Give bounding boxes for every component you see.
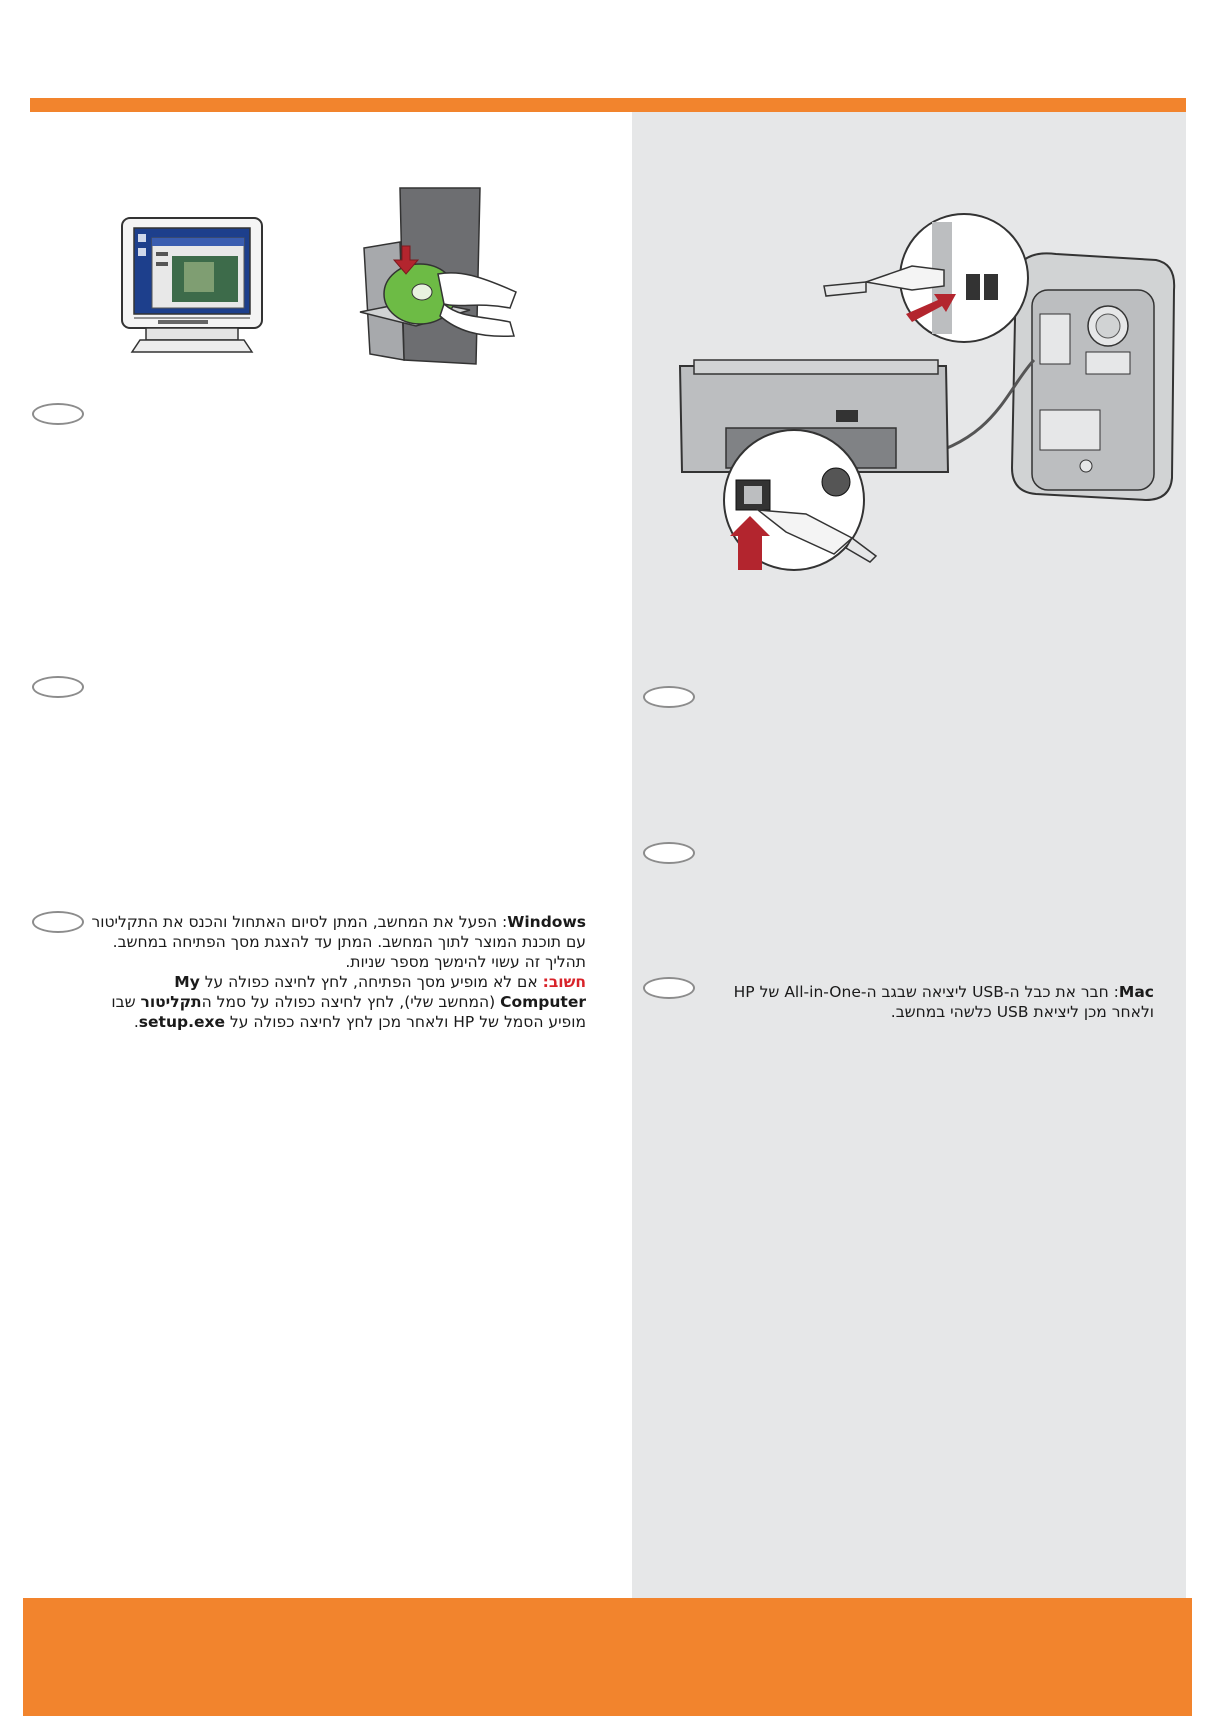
important-label: חשוב: xyxy=(542,973,586,991)
windows-instructions xyxy=(90,912,586,1032)
cd-insertion-illustration xyxy=(360,184,520,368)
usb-connection-illustration xyxy=(676,210,1196,576)
step-oval-1 xyxy=(32,403,84,425)
windows-line-1 xyxy=(90,912,586,932)
monitor-illustration xyxy=(118,216,266,356)
windows-line-2: עם תוכנת המוצר לתוך המחשב. המתן עד להצגת מסך הפתיחה במחשב. xyxy=(112,933,586,951)
important-text: אם לא מופיע מסך הפתיחה, לחץ לחיצה כפולה על xyxy=(199,973,543,991)
line6-text: מופיע הסמל של HP ולאחר מכן לחץ לחיצה כפולה על xyxy=(225,1013,586,1031)
setup-end: . xyxy=(133,1013,139,1031)
windows-line-3: תהליך זה עשוי להימשך מספר שניות. xyxy=(345,953,586,971)
cd-text: שבו xyxy=(111,993,141,1011)
mac-line-2: ולאחר מכן ליציאת USB כלשהי במחשב. xyxy=(890,1003,1154,1021)
mac-instructions xyxy=(700,982,1154,1022)
windows-line-4 xyxy=(90,972,586,992)
windows-label: Windows xyxy=(507,913,586,931)
cd-label: תקליטור xyxy=(140,993,202,1011)
my-label: My xyxy=(174,973,200,991)
step-oval-2 xyxy=(32,676,84,698)
mac-line-1 xyxy=(700,982,1154,1002)
step-oval-3 xyxy=(32,911,84,933)
windows-text-1: : הפעל את המחשב, המתן לסיום האתחול והכנס את התקליטור xyxy=(91,913,508,931)
windows-line-5 xyxy=(90,992,586,1012)
mac-text-1: : חבר את כבל ה-USB ליציאה שבגב ה-All-in-One של HP xyxy=(733,983,1119,1001)
step-oval-5 xyxy=(643,842,695,864)
step-oval-4 xyxy=(643,686,695,708)
mac-label: Mac xyxy=(1118,983,1154,1001)
computer-label: Computer xyxy=(500,993,586,1011)
bottom-accent-bar xyxy=(23,1598,1192,1716)
step-oval-6 xyxy=(643,977,695,999)
windows-line-6 xyxy=(90,1012,586,1032)
computer-text: (המחשב שלי), לחץ לחיצה כפולה על סמל ה xyxy=(201,993,501,1011)
setup-label: setup.exe xyxy=(138,1013,225,1031)
top-accent-bar xyxy=(30,98,1186,112)
